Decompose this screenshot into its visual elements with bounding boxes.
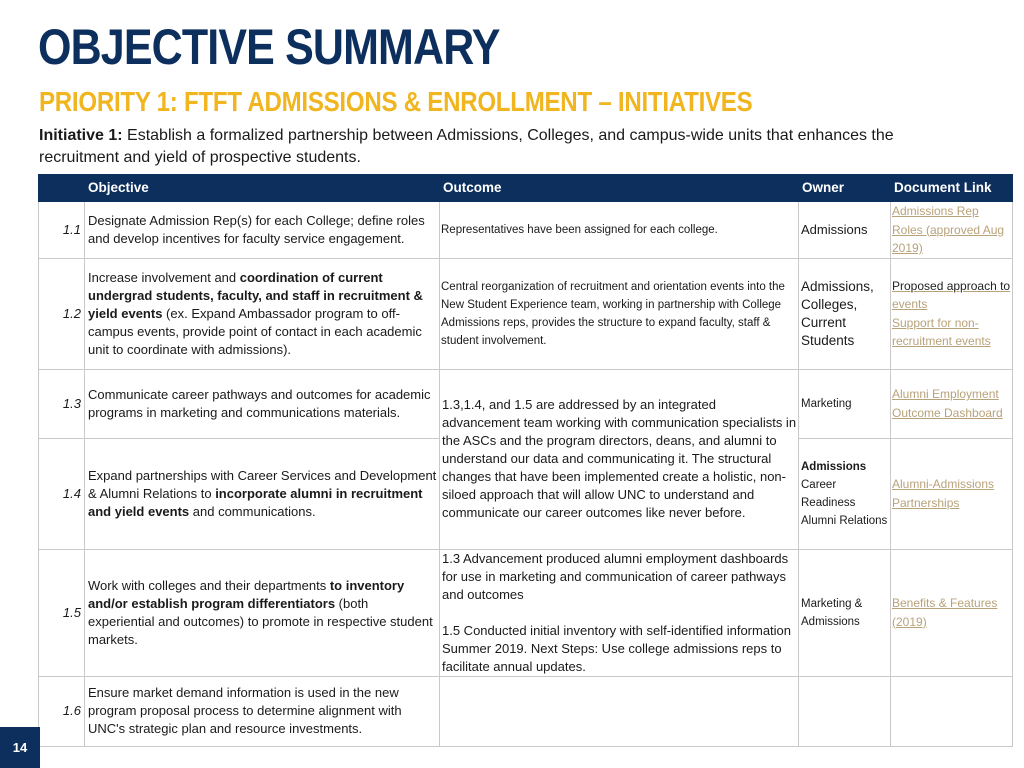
objective-table: [38, 174, 1013, 747]
owner-cell: Admissions, Colleges, Current Students: [799, 258, 891, 369]
objective-cell: Communicate career pathways and outcomes for academic programs in marketing and communications materials.: [85, 369, 440, 438]
outcome-cell: [440, 676, 799, 746]
link-cell: [891, 549, 1013, 676]
objective-cell: Designate Admission Rep(s) for each College; define roles and develop incentives for faculty service engagement.: [85, 202, 440, 259]
owner-text: Career Readiness Alumni Relations: [801, 478, 888, 527]
outcome-cell-merged: 1.3,1.4, and 1.5 are addressed by an integrated advancement team working with communication specialists in the ASCs and the program directors, deans, and alumni to understand our data and communicating it. The structural changes that have been implemented create a holistic, non-siloed approach that will allow UNC to understand and communicate our career outcomes like never before.: [440, 369, 799, 549]
owner-cell: [799, 676, 891, 746]
objective-bold-text: coordination of current undergrad students, faculty, and staff in recruitment & yield events: [88, 269, 423, 321]
table-row: [39, 676, 1013, 746]
outcome-cell: [440, 549, 799, 676]
initiative-label: Initiative 1:: [39, 127, 123, 144]
document-link[interactable]: Support for non-recruitment events: [892, 315, 991, 348]
table-row: [39, 258, 1013, 369]
owner-bold-text: Admissions: [801, 460, 867, 473]
table-row: [39, 369, 1013, 438]
objective-text: (ex. Expand Ambassador program to off-campus events, provide point of contact in each academic unit to coordinate with admissions).: [88, 305, 422, 357]
document-link[interactable]: Benefits & Features (2019): [892, 596, 998, 629]
link-text: events: [892, 297, 928, 311]
outcome-cell: Representatives have been assigned for each college.: [440, 202, 799, 259]
owner-cell: Marketing: [799, 369, 891, 438]
link-cell: [891, 438, 1013, 549]
table-row: [39, 202, 1013, 259]
objective-text: Work with colleges and their departments: [88, 577, 330, 593]
document-link[interactable]: [892, 279, 1010, 312]
initiative-description: [39, 125, 969, 169]
row-number: 1.1: [39, 202, 85, 259]
link-cell: [891, 258, 1013, 369]
objective-cell: [85, 438, 440, 549]
initiative-text: Establish a formalized partnership between Admissions, Colleges, and campus-wide units that enhances the recruitment and yield of prospective students.: [39, 127, 894, 166]
outcome-cell: Central reorganization of recruitment and orientation events into the New Student Experience team, working in partnership with College Admissions reps, provides the structure to expand faculty, staff & student involvement.: [440, 258, 799, 369]
row-number: 1.3: [39, 369, 85, 438]
document-link[interactable]: Alumni-Admissions Partnerships: [892, 477, 995, 510]
row-number: 1.6: [39, 676, 85, 746]
objective-text: Expand partnerships with Career Services and Development & Alumni Relations to: [88, 467, 437, 501]
header-owner: Owner: [799, 175, 891, 202]
header-objective: Objective: [85, 175, 440, 202]
objective-text: Increase involvement and: [88, 269, 240, 285]
page-number: 14: [0, 727, 40, 768]
spacer: [442, 604, 797, 622]
priority-subtitle: PRIORITY 1: FTFT ADMISSIONS & ENROLLMENT – INITIATIVES: [39, 86, 753, 117]
link-cell: [891, 369, 1013, 438]
header-outcome: Outcome: [440, 175, 799, 202]
row-number: 1.2: [39, 258, 85, 369]
table-header-row: [39, 175, 1013, 202]
objective-text: (both experiential and outcomes) to promote in respective student markets.: [88, 595, 433, 647]
owner-cell: Admissions: [799, 202, 891, 259]
outcome-text: 1.3 Advancement produced alumni employment dashboards for use in marketing and communication of career pathways and outcomes: [442, 550, 789, 602]
objective-bold-text: to inventory and/or establish program differentiators: [88, 577, 405, 611]
owner-cell: Marketing & Admissions: [799, 549, 891, 676]
header-document-link: Document Link: [891, 175, 1013, 202]
objective-bold-text: incorporate alumni in recruitment and yield events: [88, 485, 423, 519]
row-number: 1.5: [39, 549, 85, 676]
page-title: OBJECTIVE SUMMARY: [38, 19, 500, 75]
table-row: [39, 549, 1013, 676]
objective-cell: Ensure market demand information is used in the new program proposal process to determine alignment with UNC's strategic plan and resource investments.: [85, 676, 440, 746]
objective-text: and communications.: [189, 503, 316, 519]
document-link[interactable]: Admissions Rep Roles (approved Aug 2019): [892, 204, 1005, 255]
link-cell: [891, 676, 1013, 746]
document-link[interactable]: Alumni Employment Outcome Dashboard: [892, 387, 1003, 420]
row-number: 1.4: [39, 438, 85, 549]
outcome-text: 1.5 Conducted initial inventory with self-identified information Summer 2019. Next Steps: Use college admissions reps to facilitate annual updates.: [442, 622, 792, 674]
objective-cell: [85, 549, 440, 676]
link-cell: [891, 202, 1013, 259]
owner-cell: [799, 438, 891, 549]
header-num: [39, 175, 85, 202]
objective-cell: [85, 258, 440, 369]
link-text: Proposed approach to: [892, 278, 1011, 293]
